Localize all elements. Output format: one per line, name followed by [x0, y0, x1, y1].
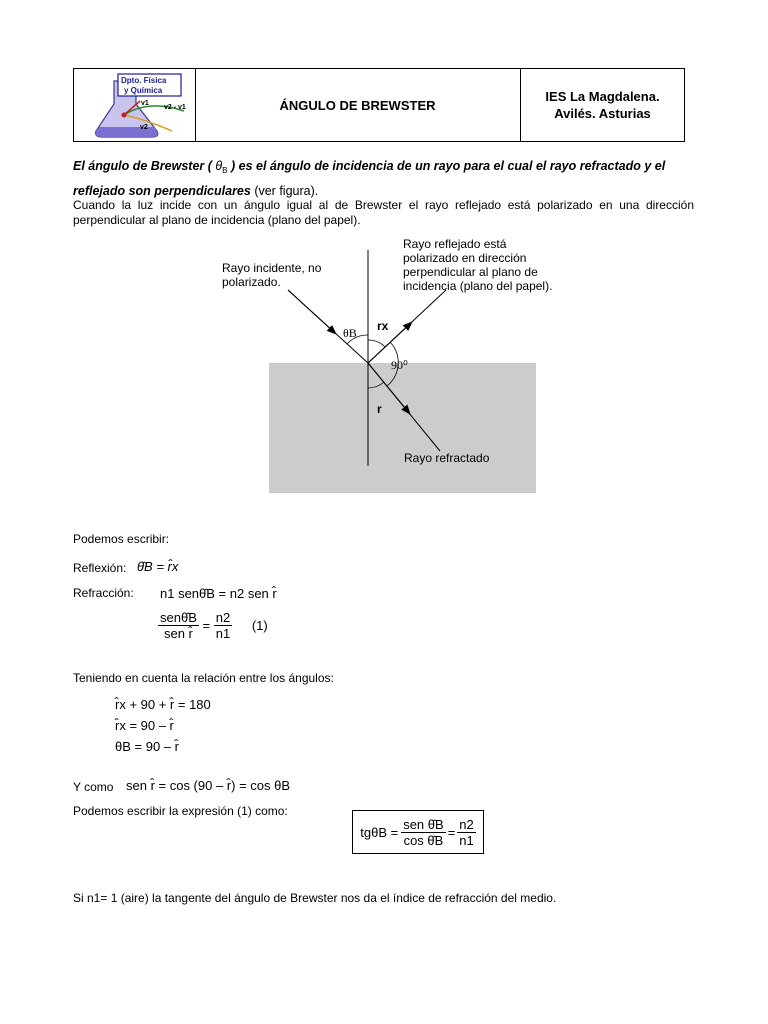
incident-label-1: Rayo incidente, no	[222, 261, 322, 275]
header-table	[73, 68, 685, 142]
eq1-den: sen r̂	[163, 626, 193, 641]
logo-v2v1: v2 - v1	[164, 104, 186, 111]
definition-lead-2: ) es el ángulo de incidencia de un rayo para el cual el rayo refractado y el reflejado son perpendiculares	[73, 159, 666, 198]
angle-90-label: 90⁰	[391, 358, 408, 372]
refraccion-label: Refracción:	[73, 586, 134, 600]
school-line-1: IES La Magdalena.	[545, 89, 660, 104]
eq1-rnum: n2	[215, 610, 231, 625]
podemos-expresion: Podemos escribir la expresión (1) como:	[73, 804, 288, 818]
tg-rden: n1	[459, 832, 474, 848]
eq1-num: senθ̂B	[160, 610, 197, 625]
school-line-2: Avilés. Asturias	[554, 106, 651, 121]
logo-text-2: y Química	[124, 86, 163, 95]
podemos-escribir: Podemos escribir:	[73, 532, 170, 546]
relation-2: r̂x = 90 – r̂	[115, 718, 174, 733]
reflected-label-2: polarizado en dirección	[403, 251, 527, 265]
equation-1: $\frac{\text{senθ̂B}}{\text{sen r̂}}$ = $\frac{n2}{n1}$ (1)	[160, 610, 268, 641]
theta-b-label: θB	[343, 326, 357, 340]
definition-theta-sub: B	[222, 166, 228, 175]
refraccion-equation: n1 senθ̂B = n2 sen r̂	[160, 586, 277, 601]
r-label: r	[377, 402, 382, 416]
reflected-label-4: incidencia (plano del papel).	[403, 279, 553, 293]
relation-3: θB = 90 – r̂	[115, 739, 179, 754]
tg-rnum: n2	[459, 816, 474, 832]
polarization-paragraph: Cuando la luz incide con un ángulo igual al de Brewster el rayo reflejado está polarizado en una dirección perpendicular al plano de incidencia (plano del papel).	[73, 198, 694, 227]
eq1-left-fraction	[158, 610, 199, 641]
reflected-label-1: Rayo reflejado está	[403, 237, 507, 251]
final-text: Si n1= 1 (aire) la tangente del ángulo de Brewster nos da el índice de refracción del medio.	[73, 891, 557, 905]
logo-text-1: Dpto. Física	[121, 76, 167, 85]
definition-theta: θ	[215, 159, 223, 173]
ycomo-equation: sen r̂ = cos (90 – r̂) = cos θB	[126, 778, 291, 793]
school-info	[521, 69, 684, 141]
logo-v1: v1	[141, 100, 149, 107]
eq1-right-fraction	[214, 610, 232, 641]
definition-text	[73, 156, 693, 202]
eq1-tag: (1)	[251, 618, 268, 633]
teniendo-text: Teniendo en cuenta la relación entre los ángulos:	[73, 671, 334, 685]
reflexion-label: Reflexión:	[73, 561, 127, 575]
page-title: ÁNGULO DE BREWSTER	[195, 69, 521, 141]
definition-lead-1: El ángulo de Brewster (	[73, 159, 216, 173]
medium-block	[269, 363, 536, 493]
result-box: tgθB = $\frac{\text{sen θ̂B}}{\text{cos θ̂B}}$ = $\frac{n2}{n1}$	[352, 810, 484, 854]
tg-den: cos θ̂B	[403, 832, 444, 848]
rx-label: rx	[377, 319, 389, 333]
flask-logo	[74, 69, 195, 141]
logo-cell	[74, 69, 196, 141]
reflected-label-3: perpendicular al plano de	[403, 265, 538, 279]
tg-fraction	[401, 817, 445, 848]
definition-tail: (ver figura).	[250, 184, 319, 198]
relation-1: r̂x + 90 + r̂ = 180	[115, 697, 211, 712]
incident-label-2: polarizado.	[222, 275, 281, 289]
tg-num: sen θ̂B	[403, 816, 444, 832]
refracted-label: Rayo refractado	[404, 451, 490, 465]
eq1-rden: n1	[215, 626, 231, 641]
tg-label: tgθB =	[360, 824, 399, 840]
tg-right-fraction	[457, 817, 475, 848]
reflexion-equation: θ̂B = r̂x	[137, 559, 179, 574]
logo-v2: v2	[140, 124, 148, 131]
ycomo-label: Y como	[73, 780, 114, 794]
brewster-figure	[0, 230, 768, 500]
